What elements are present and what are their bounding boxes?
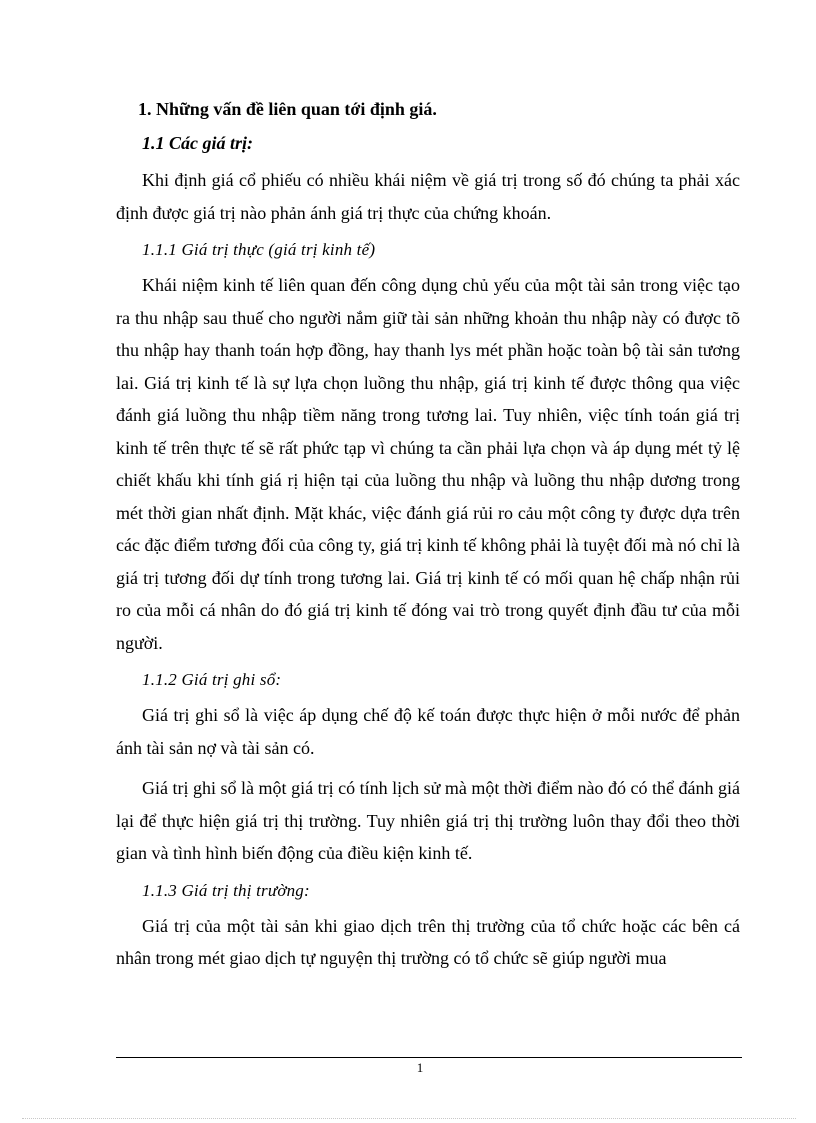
footer-divider <box>116 1057 742 1058</box>
paragraph-1-1-2-b: Giá trị ghi sổ là một giá trị có tính lịch sử mà một thời điểm nào đó có thể đánh giá lại để thực hiện giá trị thị trường. Tuy nhiên giá trị thị trường luôn thay đổi theo thời gian và tình hình biến động của điều kiện kinh tế. <box>116 778 740 863</box>
subsection-heading-1-1-3: 1.1.3 Giá trị thị trường: <box>142 880 310 900</box>
page-number: 1 <box>416 1060 424 1075</box>
section-heading-1-1: 1.1 Các giá trị: <box>142 133 253 153</box>
subsection-heading-1-1-1: 1.1.1 Giá trị thực (giá trị kinh tế) <box>142 240 376 259</box>
section-heading-1: 1. Những vấn đề liên quan tới định giá. <box>138 99 437 119</box>
page-content <box>116 96 740 983</box>
paragraph-1-1-1: Khái niệm kinh tế liên quan đến công dụng chủ yếu của một tài sản trong việc tạo ra thu nhập sau thuế cho người nắm giữ tài sản những khoản thu nhập này có được tõ thu nhập hay thanh toán hợp đồng, hay thanh lys mét phần hoặc toàn bộ tài sản tương lai. Giá trị kinh tế là sự lựa chọn luồng thu nhập, giá trị kinh tế được thông qua việc đánh giá luồng thu nhập tiềm năng trong tương lai. Tuy nhiên, việc tính toán giá trị kinh tế trên thực tế sẽ rất phức tạp vì chúng ta cần phải lựa chọn và áp dụng mét tỷ lệ chiết khấu khi tính giá rị hiện tại của luồng thu nhập và luồng thu nhập dương trong mét thời gian nhất định. Mặt khác, việc đánh giá rủi ro cảu một công ty được dựa trên các đặc điểm tương đối của công ty, giá trị kinh tế không phải là tuyệt đối mà nó chỉ là giá trị tương đối dự tính trong tương lai. Giá trị kinh tế có mối quan hệ chấp nhận rủi ro của mỗi cá nhân do đó giá trị kinh tế đóng vai trò trong quyết định đầu tư của mỗi người. <box>116 275 740 653</box>
paragraph-1-1-2-a: Giá trị ghi sổ là việc áp dụng chế độ kế toán được thực hiện ở mỗi nước để phản ánh tài sản nợ và tài sản có. <box>116 705 740 758</box>
page-bottom-border <box>22 1118 796 1119</box>
subsection-heading-1-1-2: 1.1.2 Giá trị ghi sổ: <box>142 670 282 689</box>
intro-paragraph: Khi định giá cổ phiếu có nhiều khái niệm về giá trị trong số đó chúng ta phải xác định được giá trị nào phản ánh giá trị thực của chứng khoán. <box>116 170 740 223</box>
paragraph-1-1-3: Giá trị của một tài sản khi giao dịch trên thị trường của tổ chức hoặc các bên cá nhân trong mét giao dịch tự nguyện thị trường có tổ chức sẽ giúp người mua <box>116 915 740 968</box>
